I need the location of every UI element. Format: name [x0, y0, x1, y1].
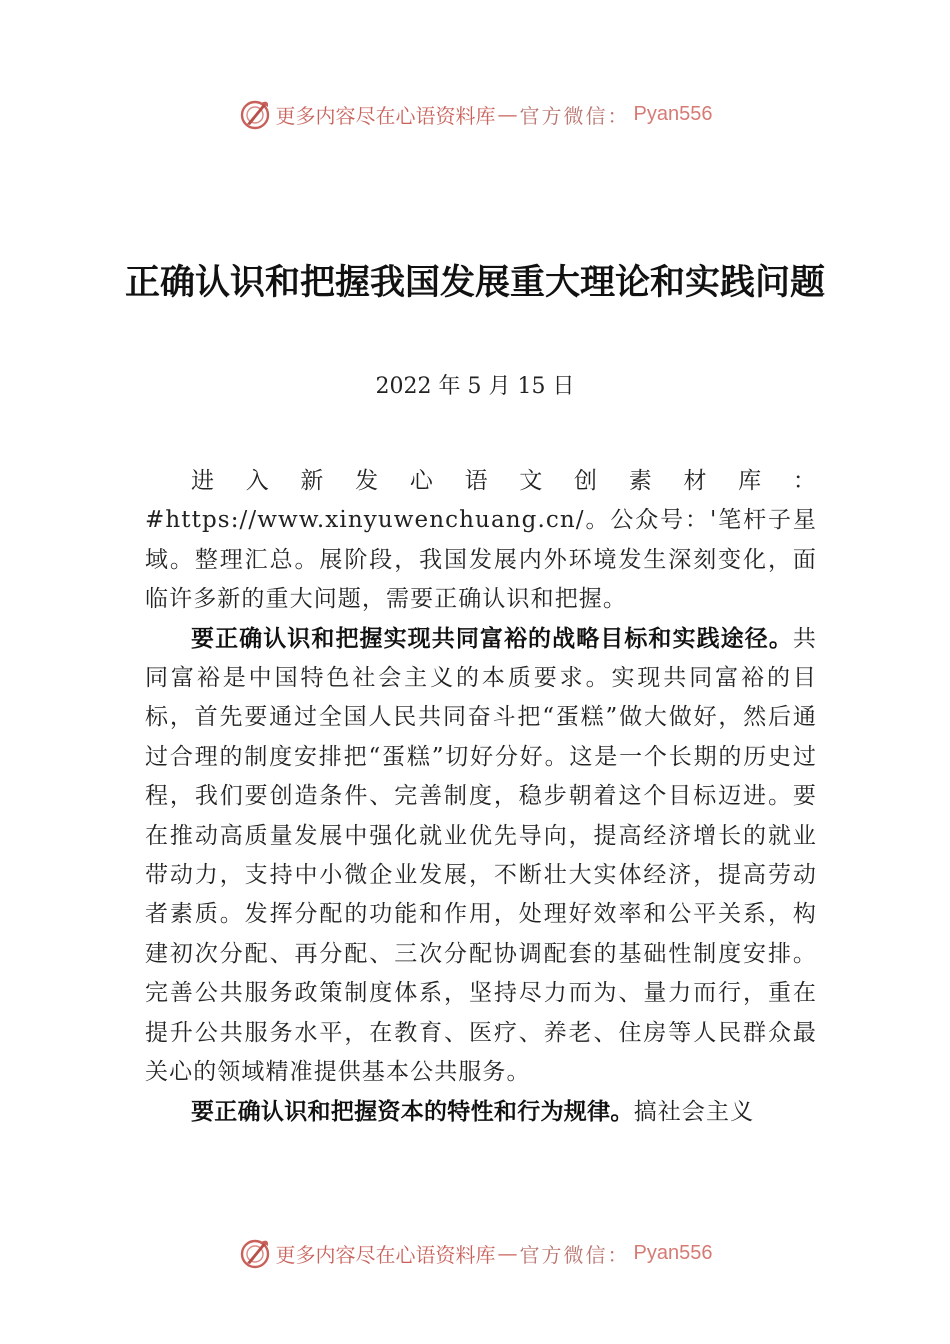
paragraph-intro: 进入新发心语文创素材库：#https://www.xinyuwenchuang.cn/。公众号：'笔杆子星域。整理汇总。展阶段，我国发展内外环境发生深刻变化，面临许多新的重大问题，需要正确认识和把握。	[145, 468, 817, 613]
banner-dash: —	[497, 1241, 518, 1265]
document-body	[145, 462, 817, 1132]
quill-pen-logo-icon	[238, 1236, 272, 1270]
document-date: 2022 年 5 月 15 日	[375, 374, 575, 399]
footer-watermark-banner	[0, 1233, 950, 1273]
banner-wechat-id: Pyan556	[633, 102, 713, 125]
paragraph-heading-bold: 要正确认识和把握资本的特性和行为规律。	[191, 1098, 634, 1125]
paragraph-heading-bold: 要正确认识和把握实现共同富裕的战略目标和实践途径。	[191, 625, 793, 652]
paragraph-capital	[145, 1093, 817, 1132]
paragraph-common-prosperity	[145, 620, 817, 1093]
quill-pen-logo-icon	[238, 97, 272, 131]
banner-wechat-id: Pyan556	[633, 1241, 713, 1264]
paragraph-text: 搞社会主义	[633, 1098, 755, 1125]
banner-dash: —	[497, 102, 518, 126]
paragraph-text: 共同富裕是中国特色社会主义的本质要求。实现共同富裕的目标，首先要通过全国人民共同奋斗把“蛋糕”做大做好，然后通过合理的制度安排把“蛋糕”切好分好。这是一个长期的历史过程，我们要创造条件、完善制度，稳步朝着这个目标迈进。要在推动高质量发展中强化就业优先导向，提高经济增长的就业带动力，支持中小微企业发展，不断壮大实体经济，提高劳动者素质。发挥分配的功能和作用，处理好效率和公平关系，构建初次分配、再分配、三次分配协调配套的基础性制度安排。完善公共服务政策制度体系，坚持尽力而为、量力而行，重在提升公共服务水平，在教育、医疗、养老、住房等人民群众最关心的领域精准提供基本公共服务。	[145, 625, 817, 1086]
banner-wechat-label: 官方微信：	[519, 1242, 630, 1267]
banner-main-text: 更多内容尽在心语资料库	[275, 1242, 496, 1267]
header-watermark-banner	[0, 94, 950, 134]
banner-main-text: 更多内容尽在心语资料库	[275, 103, 496, 128]
document-title: 正确认识和把握我国发展重大理论和实践问题	[124, 263, 825, 303]
banner-wechat-label: 官方微信：	[519, 103, 630, 128]
